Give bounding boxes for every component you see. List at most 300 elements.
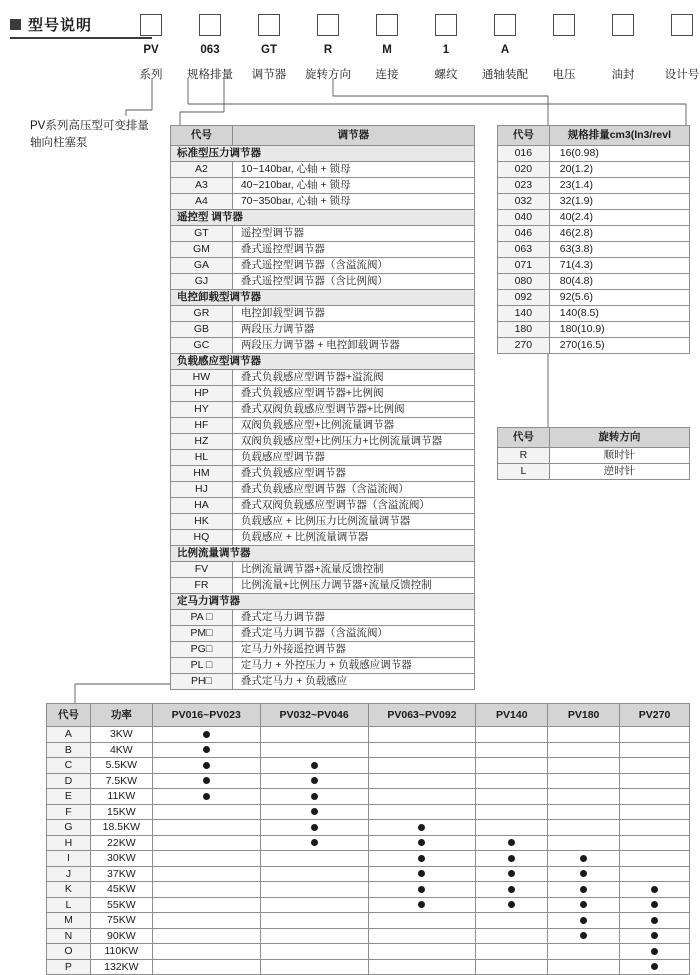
code-box-8	[553, 14, 575, 36]
power-value-cell: 55KW	[90, 897, 152, 913]
power-mark-cell	[476, 742, 548, 758]
power-table	[46, 703, 690, 975]
availability-dot-icon	[580, 855, 587, 862]
power-mark-cell	[260, 897, 368, 913]
power-mark-cell	[152, 928, 260, 944]
availability-dot-icon	[311, 762, 318, 769]
power-mark-cell	[260, 742, 368, 758]
regulator-code-cell: PM□	[171, 626, 233, 642]
availability-dot-icon	[311, 793, 318, 800]
power-mark-cell	[476, 851, 548, 867]
power-code-cell: J	[47, 866, 91, 882]
power-mark-cell	[548, 835, 620, 851]
regulator-code-cell: HY	[171, 402, 233, 418]
displacement-code-cell: 071	[498, 258, 550, 274]
power-header-4: PV063~PV092	[368, 704, 476, 727]
availability-dot-icon	[508, 870, 515, 877]
table-header-row	[498, 428, 690, 448]
rotation-header-code: 代号	[498, 428, 550, 448]
table-row	[171, 498, 475, 514]
displacement-header-code: 代号	[498, 126, 550, 146]
power-mark-cell	[152, 851, 260, 867]
power-mark-cell	[368, 897, 476, 913]
regulator-desc-cell: 叠式负载感应型调节器+溢流阀	[232, 370, 474, 386]
table-row	[47, 851, 690, 867]
table-header-row	[47, 704, 690, 727]
regulator-code-cell: GR	[171, 306, 233, 322]
code-box-7	[494, 14, 516, 36]
code-desc-5: 连接	[375, 69, 399, 81]
code-desc-7: 通轴装配	[482, 69, 528, 81]
availability-dot-icon	[580, 901, 587, 908]
power-code-cell: A	[47, 727, 91, 743]
power-mark-cell	[152, 835, 260, 851]
table-row	[47, 944, 690, 960]
power-mark-cell	[548, 804, 620, 820]
displacement-value-cell: 46(2.8)	[549, 226, 689, 242]
regulator-code-cell: GA	[171, 258, 233, 274]
power-mark-cell	[260, 727, 368, 743]
displacement-code-cell: 040	[498, 210, 550, 226]
regulator-desc-cell: 两段压力调节器	[232, 322, 474, 338]
availability-dot-icon	[651, 948, 658, 955]
code-desc-4: 旋转方向	[305, 69, 351, 81]
availability-dot-icon	[418, 886, 425, 893]
power-header-3: PV032~PV046	[260, 704, 368, 727]
power-code-cell: L	[47, 897, 91, 913]
power-mark-cell	[620, 897, 690, 913]
regulator-desc-cell: 比例流量调节器+流量反馈控制	[232, 562, 474, 578]
table-row	[498, 162, 690, 178]
regulator-group-row	[171, 146, 475, 162]
regulator-desc-cell: 叠式双阀负载感应型调节器+比例阀	[232, 402, 474, 418]
power-mark-cell	[620, 928, 690, 944]
code-box-6	[435, 14, 457, 36]
power-mark-cell	[476, 820, 548, 836]
regulator-group-label: 标准型压力调节器	[171, 146, 475, 162]
power-mark-cell	[368, 913, 476, 929]
regulator-desc-cell: 叠式定马力调节器	[232, 610, 474, 626]
availability-dot-icon	[508, 839, 515, 846]
regulator-desc-cell: 遥控型调节器	[232, 226, 474, 242]
table-row	[171, 322, 475, 338]
availability-dot-icon	[580, 932, 587, 939]
power-mark-cell	[152, 742, 260, 758]
power-code-cell: P	[47, 959, 91, 975]
code-box-1	[140, 14, 162, 36]
power-mark-cell	[476, 913, 548, 929]
code-label-2: 063	[200, 44, 220, 56]
regulator-table	[170, 125, 475, 690]
table-row	[47, 789, 690, 805]
power-mark-cell	[476, 789, 548, 805]
power-mark-cell	[260, 959, 368, 975]
regulator-desc-cell: 叠式定马力调节器（含溢流阀）	[232, 626, 474, 642]
regulator-code-cell: HJ	[171, 482, 233, 498]
regulator-group-row	[171, 354, 475, 370]
regulator-code-cell: PG□	[171, 642, 233, 658]
table-row	[498, 464, 690, 480]
availability-dot-icon	[311, 808, 318, 815]
regulator-header-code: 代号	[171, 126, 233, 146]
table-row	[171, 226, 475, 242]
regulator-code-cell: GM	[171, 242, 233, 258]
availability-dot-icon	[203, 777, 210, 784]
availability-dot-icon	[580, 870, 587, 877]
regulator-code-cell: A3	[171, 178, 233, 194]
regulator-code-cell: GC	[171, 338, 233, 354]
regulator-desc-cell: 两段压力调节器 + 电控卸载调节器	[232, 338, 474, 354]
regulator-desc-cell: 叠式双阀负载感应型调节器（含溢流阀）	[232, 498, 474, 514]
table-row	[171, 466, 475, 482]
displacement-code-cell: 020	[498, 162, 550, 178]
regulator-code-cell: FR	[171, 578, 233, 594]
displacement-value-cell: 23(1.4)	[549, 178, 689, 194]
availability-dot-icon	[203, 731, 210, 738]
availability-dot-icon	[311, 777, 318, 784]
power-mark-cell	[368, 773, 476, 789]
regulator-header-desc: 调节器	[232, 126, 474, 146]
power-code-cell: B	[47, 742, 91, 758]
table-row	[171, 530, 475, 546]
power-mark-cell	[260, 804, 368, 820]
code-box-10	[671, 14, 693, 36]
power-code-cell: O	[47, 944, 91, 960]
availability-dot-icon	[418, 824, 425, 831]
regulator-group-label: 遥控型 调节器	[171, 210, 475, 226]
table-row	[47, 866, 690, 882]
regulator-group-label: 比例流量调节器	[171, 546, 475, 562]
table-row	[498, 226, 690, 242]
power-mark-cell	[620, 882, 690, 898]
regulator-desc-cell: 负载感应 + 比例流量调节器	[232, 530, 474, 546]
displacement-code-cell: 140	[498, 306, 550, 322]
displacement-value-cell: 71(4.3)	[549, 258, 689, 274]
table-row	[498, 274, 690, 290]
regulator-desc-cell: 叠式负载感应型调节器（含溢流阀）	[232, 482, 474, 498]
power-mark-cell	[152, 773, 260, 789]
displacement-value-cell: 140(8.5)	[549, 306, 689, 322]
regulator-group-label: 负载感应型调节器	[171, 354, 475, 370]
regulator-code-cell: PA □	[171, 610, 233, 626]
table-row	[498, 290, 690, 306]
table-row	[171, 418, 475, 434]
table-row	[171, 578, 475, 594]
displacement-code-cell: 270	[498, 338, 550, 354]
table-row	[171, 194, 475, 210]
code-desc-8: 电压	[552, 69, 576, 81]
power-mark-cell	[476, 882, 548, 898]
power-mark-cell	[368, 835, 476, 851]
displacement-code-cell: 023	[498, 178, 550, 194]
regulator-code-cell: HK	[171, 514, 233, 530]
availability-dot-icon	[651, 917, 658, 924]
regulator-group-row	[171, 210, 475, 226]
availability-dot-icon	[580, 917, 587, 924]
table-row	[498, 322, 690, 338]
power-value-cell: 22KW	[90, 835, 152, 851]
power-mark-cell	[368, 742, 476, 758]
regulator-desc-cell: 叠式负载感应型调节器	[232, 466, 474, 482]
availability-dot-icon	[651, 963, 658, 970]
table-row	[498, 242, 690, 258]
power-mark-cell	[152, 727, 260, 743]
power-mark-cell	[368, 820, 476, 836]
power-value-cell: 37KW	[90, 866, 152, 882]
power-code-cell: K	[47, 882, 91, 898]
power-code-cell: C	[47, 758, 91, 774]
regulator-group-row	[171, 290, 475, 306]
code-box-9	[612, 14, 634, 36]
power-mark-cell	[368, 789, 476, 805]
power-mark-cell	[476, 944, 548, 960]
code-desc-9: 油封	[611, 69, 635, 81]
table-row	[171, 370, 475, 386]
displacement-value-cell: 80(4.8)	[549, 274, 689, 290]
power-mark-cell	[476, 804, 548, 820]
regulator-desc-cell: 定马力外接遥控调节器	[232, 642, 474, 658]
code-desc-6: 螺纹	[434, 69, 458, 81]
regulator-code-cell: GB	[171, 322, 233, 338]
power-mark-cell	[548, 897, 620, 913]
power-mark-cell	[260, 820, 368, 836]
power-mark-cell	[476, 897, 548, 913]
code-box-5	[376, 14, 398, 36]
table-row	[498, 210, 690, 226]
power-mark-cell	[620, 835, 690, 851]
code-label-4: R	[323, 44, 333, 56]
regulator-code-cell: A4	[171, 194, 233, 210]
power-value-cell: 4KW	[90, 742, 152, 758]
availability-dot-icon	[418, 901, 425, 908]
code-label-5: M	[382, 44, 392, 56]
power-code-cell: D	[47, 773, 91, 789]
table-row	[47, 773, 690, 789]
table-header-row	[171, 126, 475, 146]
code-label-1: PV	[143, 44, 159, 56]
regulator-code-cell: HW	[171, 370, 233, 386]
power-mark-cell	[548, 913, 620, 929]
rotation-dir-cell: 逆时针	[549, 464, 689, 480]
power-mark-cell	[476, 773, 548, 789]
title-divider	[10, 37, 152, 39]
availability-dot-icon	[651, 886, 658, 893]
displacement-value-cell: 92(5.6)	[549, 290, 689, 306]
power-mark-cell	[260, 851, 368, 867]
power-mark-cell	[152, 820, 260, 836]
displacement-code-cell: 063	[498, 242, 550, 258]
power-value-cell: 15KW	[90, 804, 152, 820]
power-mark-cell	[548, 820, 620, 836]
power-value-cell: 5.5KW	[90, 758, 152, 774]
power-code-cell: N	[47, 928, 91, 944]
availability-dot-icon	[418, 839, 425, 846]
displacement-code-cell: 046	[498, 226, 550, 242]
regulator-desc-cell: 比例流量+比例压力调节器+流量反馈控制	[232, 578, 474, 594]
power-mark-cell	[152, 789, 260, 805]
regulator-desc-cell: 双阀负载感应型+比例流量调节器	[232, 418, 474, 434]
power-mark-cell	[620, 820, 690, 836]
regulator-code-cell: HA	[171, 498, 233, 514]
table-row	[171, 402, 475, 418]
power-value-cell: 11KW	[90, 789, 152, 805]
power-header-5: PV140	[476, 704, 548, 727]
regulator-code-cell: PL □	[171, 658, 233, 674]
power-value-cell: 45KW	[90, 882, 152, 898]
rotation-code-cell: L	[498, 464, 550, 480]
table-row	[171, 306, 475, 322]
power-mark-cell	[152, 913, 260, 929]
table-row	[171, 674, 475, 690]
power-value-cell: 132KW	[90, 959, 152, 975]
availability-dot-icon	[311, 839, 318, 846]
displacement-code-cell: 032	[498, 194, 550, 210]
power-mark-cell	[620, 789, 690, 805]
power-mark-cell	[548, 742, 620, 758]
power-mark-cell	[152, 758, 260, 774]
power-mark-cell	[548, 959, 620, 975]
power-mark-cell	[368, 882, 476, 898]
table-row	[171, 482, 475, 498]
power-mark-cell	[476, 835, 548, 851]
power-mark-cell	[152, 804, 260, 820]
power-mark-cell	[368, 866, 476, 882]
code-box-4	[317, 14, 339, 36]
power-mark-cell	[548, 944, 620, 960]
rotation-code-cell: R	[498, 448, 550, 464]
title-text: 型号说明	[28, 17, 93, 34]
power-mark-cell	[620, 742, 690, 758]
power-mark-cell	[260, 882, 368, 898]
power-mark-cell	[260, 773, 368, 789]
displacement-code-cell: 016	[498, 146, 550, 162]
power-header-6: PV180	[548, 704, 620, 727]
table-row	[171, 514, 475, 530]
regulator-desc-cell: 40~210bar, 心轴 + 锁母	[232, 178, 474, 194]
regulator-desc-cell: 叠式定马力 + 负载感应	[232, 674, 474, 690]
power-mark-cell	[620, 959, 690, 975]
power-mark-cell	[620, 851, 690, 867]
power-mark-cell	[476, 866, 548, 882]
regulator-desc-cell: 负载感应型调节器	[232, 450, 474, 466]
rotation-dir-cell: 顺时针	[549, 448, 689, 464]
table-row	[171, 386, 475, 402]
power-mark-cell	[368, 851, 476, 867]
code-label-7: A	[500, 44, 510, 56]
power-code-cell: I	[47, 851, 91, 867]
table-row	[498, 146, 690, 162]
power-header-7: PV270	[620, 704, 690, 727]
displacement-value-cell: 270(16.5)	[549, 338, 689, 354]
table-row	[171, 562, 475, 578]
displacement-value-cell: 20(1.2)	[549, 162, 689, 178]
table-row	[47, 758, 690, 774]
availability-dot-icon	[651, 932, 658, 939]
table-row	[498, 258, 690, 274]
power-mark-cell	[620, 944, 690, 960]
regulator-code-cell: PH□	[171, 674, 233, 690]
power-mark-cell	[476, 928, 548, 944]
table-row	[171, 658, 475, 674]
displacement-value-cell: 16(0.98)	[549, 146, 689, 162]
power-mark-cell	[260, 835, 368, 851]
power-mark-cell	[152, 897, 260, 913]
table-row	[171, 642, 475, 658]
code-desc-2: 规格排量	[187, 69, 233, 81]
power-mark-cell	[620, 804, 690, 820]
availability-dot-icon	[508, 886, 515, 893]
table-row	[498, 194, 690, 210]
rotation-table	[497, 427, 690, 480]
power-mark-cell	[368, 758, 476, 774]
power-mark-cell	[620, 727, 690, 743]
power-value-cell: 90KW	[90, 928, 152, 944]
availability-dot-icon	[418, 855, 425, 862]
table-row	[171, 610, 475, 626]
power-code-cell: G	[47, 820, 91, 836]
power-mark-cell	[368, 804, 476, 820]
table-row	[498, 306, 690, 322]
power-header-1: 功率	[90, 704, 152, 727]
displacement-header-value: 规格排量cm3(ln3/revl	[549, 126, 689, 146]
regulator-code-cell: HP	[171, 386, 233, 402]
availability-dot-icon	[508, 855, 515, 862]
availability-dot-icon	[203, 793, 210, 800]
regulator-code-cell: HL	[171, 450, 233, 466]
code-desc-1: 系列	[139, 69, 163, 81]
power-mark-cell	[476, 727, 548, 743]
availability-dot-icon	[203, 762, 210, 769]
power-mark-cell	[548, 789, 620, 805]
regulator-desc-cell: 定马力 + 外控压力 + 负载感应调节器	[232, 658, 474, 674]
power-mark-cell	[260, 789, 368, 805]
power-mark-cell	[620, 758, 690, 774]
power-code-cell: E	[47, 789, 91, 805]
power-mark-cell	[260, 928, 368, 944]
regulator-group-row	[171, 546, 475, 562]
regulator-desc-cell: 电控卸载型调节器	[232, 306, 474, 322]
table-row	[47, 742, 690, 758]
table-row	[171, 274, 475, 290]
table-row	[171, 626, 475, 642]
table-row	[171, 450, 475, 466]
displacement-value-cell: 40(2.4)	[549, 210, 689, 226]
power-value-cell: 30KW	[90, 851, 152, 867]
power-value-cell: 7.5KW	[90, 773, 152, 789]
table-row	[47, 835, 690, 851]
power-mark-cell	[152, 944, 260, 960]
power-mark-cell	[548, 851, 620, 867]
regulator-code-cell: A2	[171, 162, 233, 178]
regulator-desc-cell: 负载感应 + 比例压力比例流量调节器	[232, 514, 474, 530]
power-mark-cell	[368, 959, 476, 975]
power-mark-cell	[548, 928, 620, 944]
power-mark-cell	[152, 882, 260, 898]
regulator-group-label: 定马力调节器	[171, 594, 475, 610]
title-square-icon	[10, 19, 21, 30]
regulator-code-cell: HZ	[171, 434, 233, 450]
table-row	[171, 242, 475, 258]
displacement-code-cell: 092	[498, 290, 550, 306]
availability-dot-icon	[311, 824, 318, 831]
power-mark-cell	[152, 866, 260, 882]
power-mark-cell	[260, 758, 368, 774]
table-row	[171, 178, 475, 194]
power-code-cell: M	[47, 913, 91, 929]
power-mark-cell	[260, 913, 368, 929]
regulator-code-cell: FV	[171, 562, 233, 578]
power-value-cell: 3KW	[90, 727, 152, 743]
